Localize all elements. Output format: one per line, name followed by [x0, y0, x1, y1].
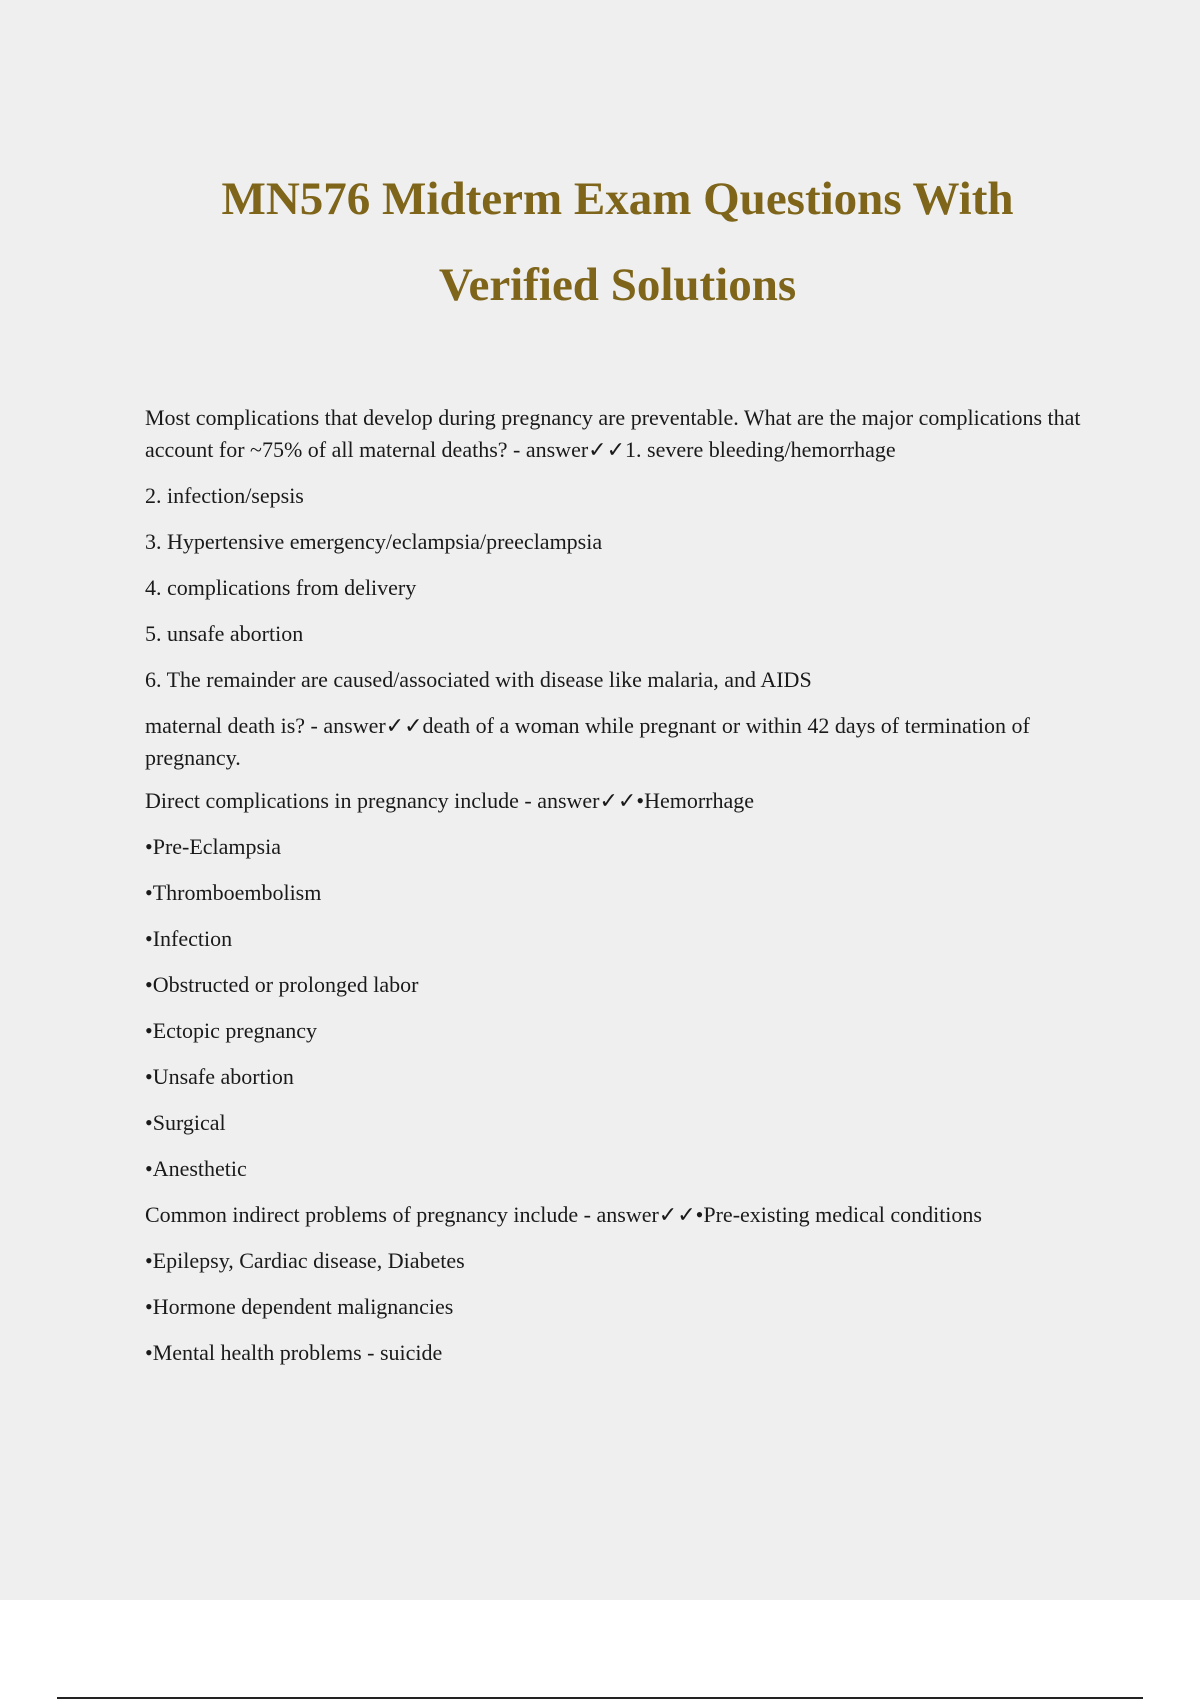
list-item: •Thromboembolism	[145, 880, 322, 905]
list-item: •Anesthetic	[145, 1156, 247, 1181]
list-item: 4. complications from delivery	[145, 575, 417, 600]
list-item: •Unsafe abortion	[145, 1064, 294, 1089]
list-item: 2. infection/sepsis	[145, 483, 304, 508]
question-direct-complications: Direct complications in pregnancy include - answer✓✓•Hemorrhage	[145, 788, 755, 813]
list-item: •Ectopic pregnancy	[145, 1018, 318, 1043]
title-line-1: MN576 Midterm Exam Questions With	[221, 173, 1014, 225]
document-body	[145, 402, 1085, 1383]
list-item: •Pre-Eclampsia	[145, 834, 281, 859]
question-maternal-complications: Most complications that develop during pregnancy are preventable. What are the major complications that account for ~75% of all maternal deaths? - answer✓✓1. severe bleeding/hemorrhage	[145, 405, 1081, 462]
list-item: 6. The remainder are caused/associated with disease like malaria, and AIDS	[145, 667, 812, 692]
page-divider	[57, 1697, 1143, 1699]
list-item: 5. unsafe abortion	[145, 621, 304, 646]
list-item: •Obstructed or prolonged labor	[145, 972, 419, 997]
list-item: 3. Hypertensive emergency/eclampsia/preeclampsia	[145, 529, 603, 554]
list-item: •Hormone dependent malignancies	[145, 1294, 454, 1319]
list-item: •Surgical	[145, 1110, 226, 1135]
document-title	[0, 156, 1200, 328]
question-indirect-problems: Common indirect problems of pregnancy include - answer✓✓•Pre-existing medical conditions	[145, 1202, 982, 1227]
list-item: •Infection	[145, 926, 233, 951]
title-line-2: Verified Solutions	[438, 259, 797, 311]
list-item: •Mental health problems - suicide	[145, 1340, 443, 1365]
list-item: •Epilepsy, Cardiac disease, Diabetes	[145, 1248, 465, 1273]
question-maternal-death: maternal death is? - answer✓✓death of a woman while pregnant or within 42 days of termination of pregnancy.	[145, 713, 1030, 770]
